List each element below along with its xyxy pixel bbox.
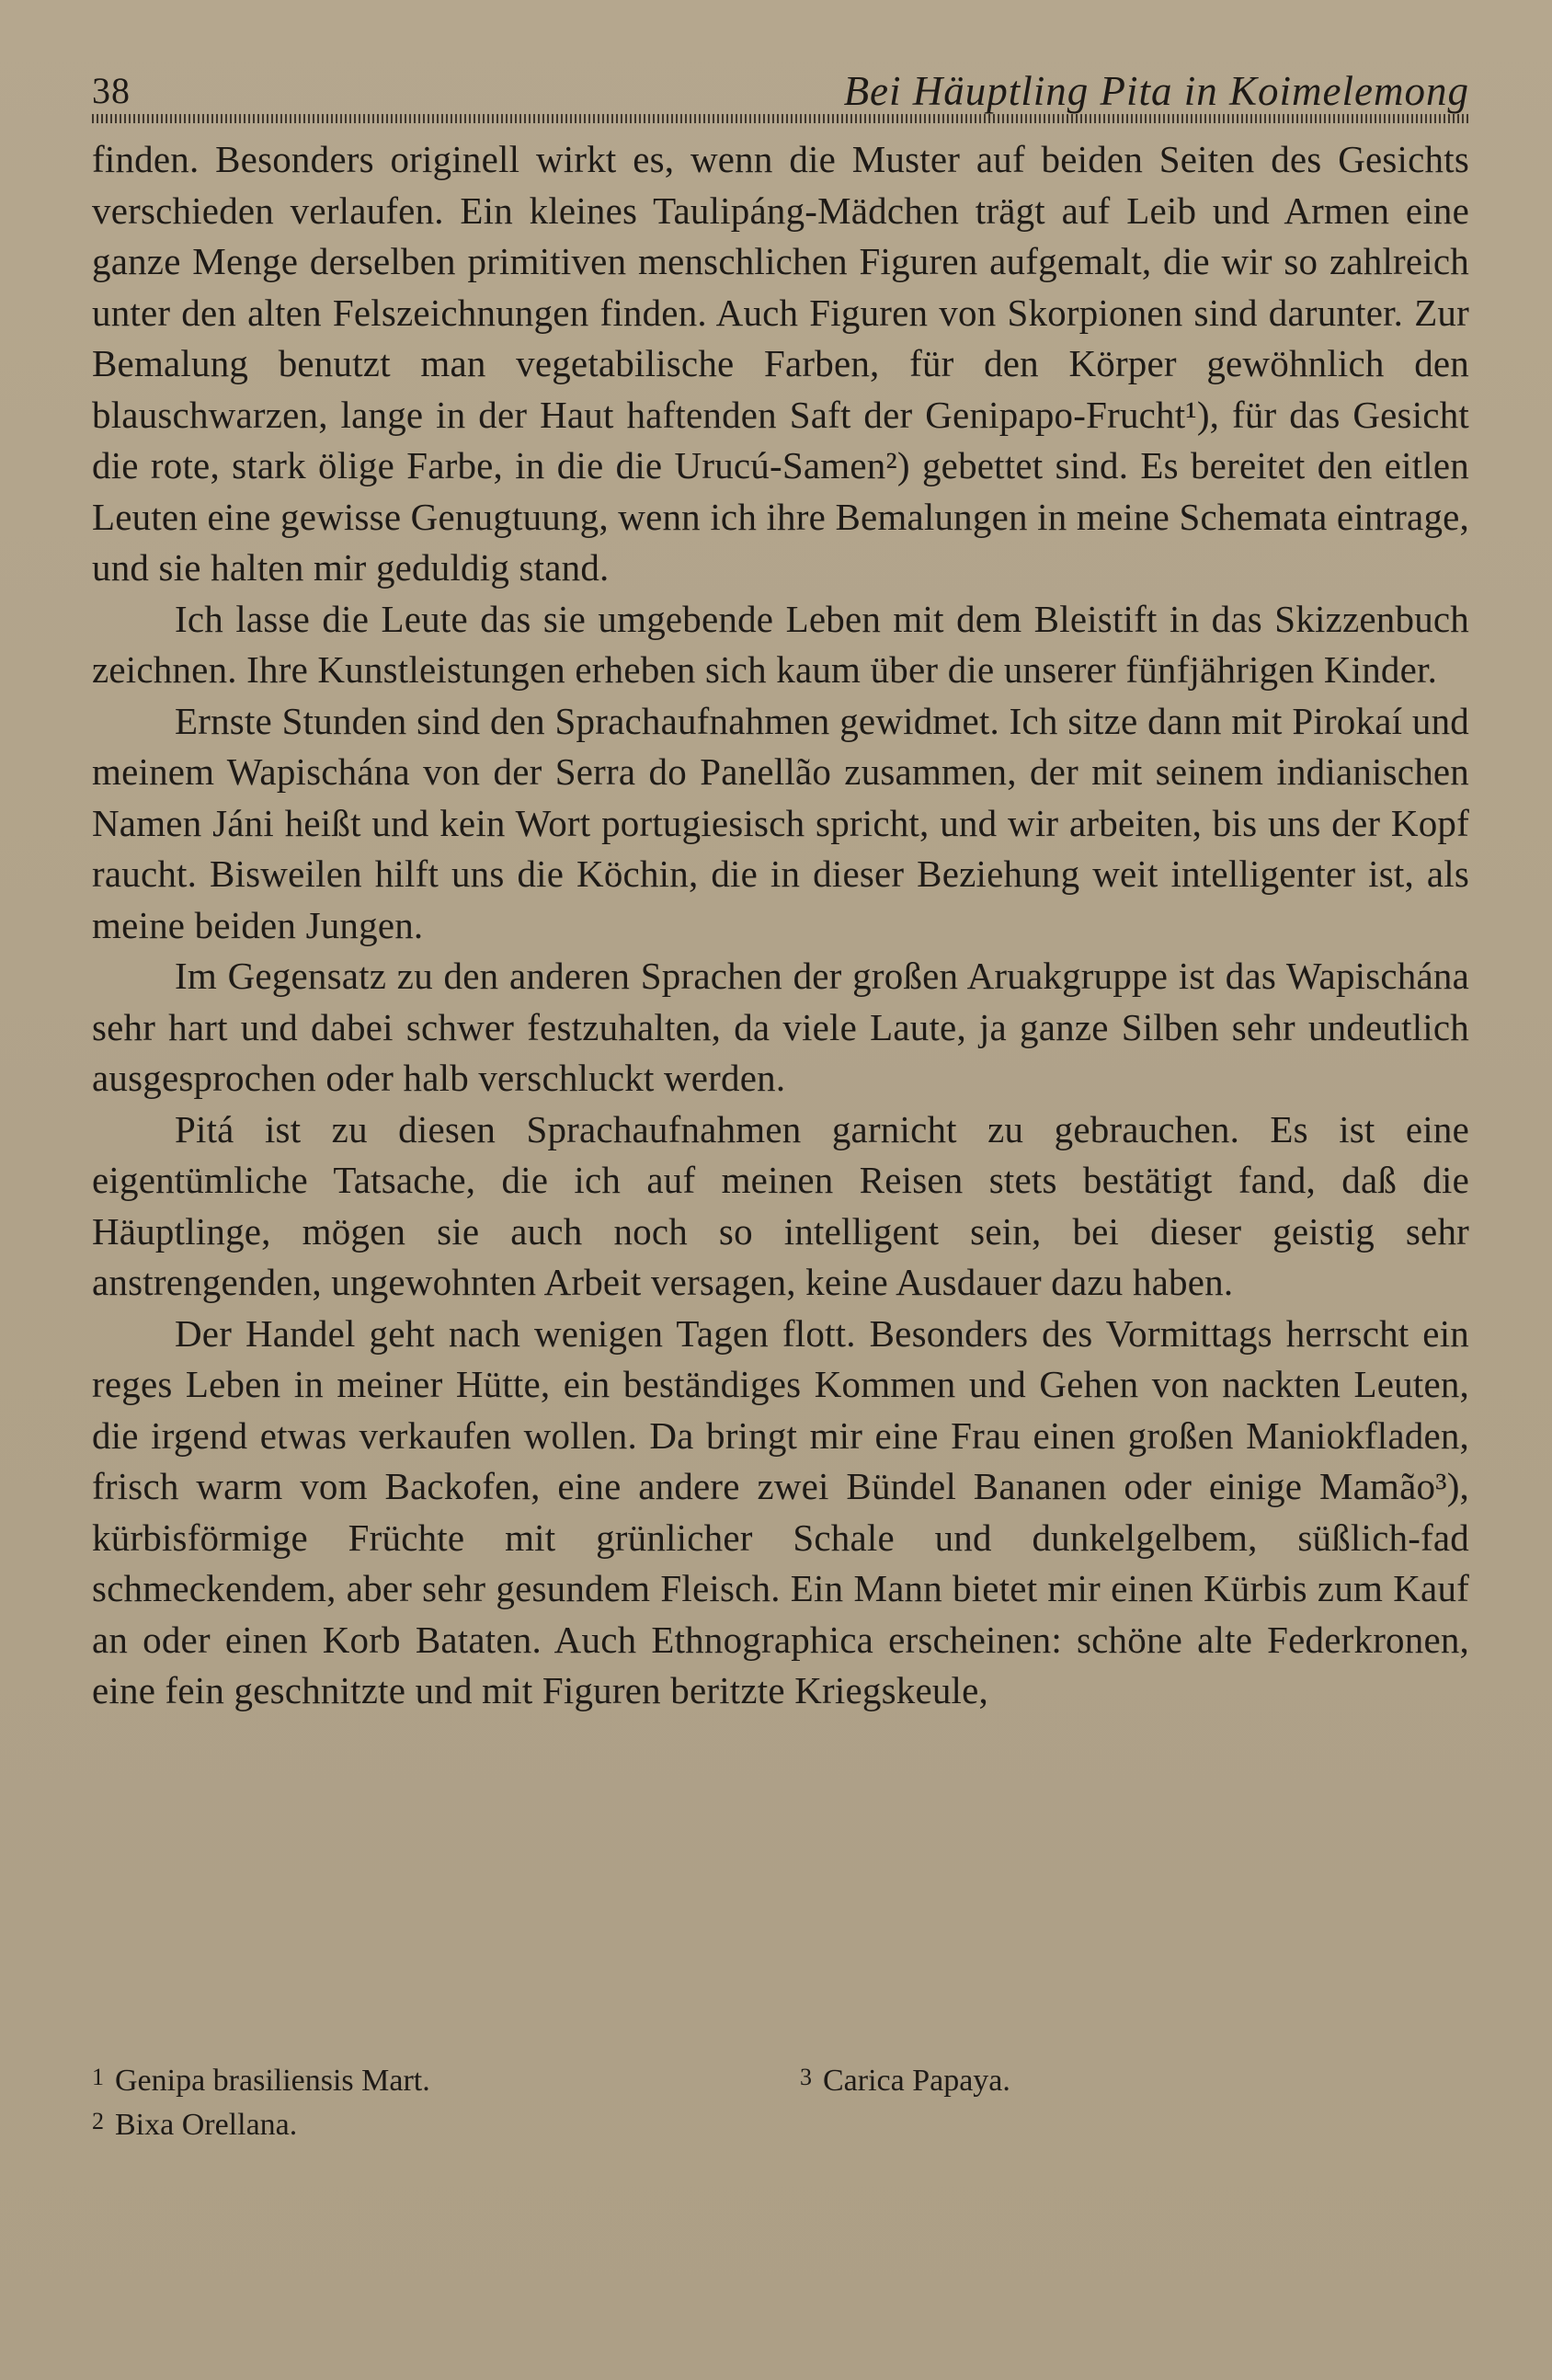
footnote: [800, 2055, 1010, 2103]
footnotes: [92, 2055, 1469, 2157]
paragraph: Ernste Stunden sind den Sprachaufnahmen gewidmet. Ich sitze dann mit Pirokaí und meinem Wapischána von der Serra do Panellão zusammen, der mit seinem indianischen Namen Jáni heißt und kein Wort portugiesisch spricht, und wir arbeiten, bis uns der Kopf raucht. Bisweilen hilft uns die Köchin, die in dieser Beziehung weit intelligenter ist, als meine beiden Jungen.: [92, 699, 1469, 946]
paragraph: Ich lasse die Leute das sie umgebende Leben mit dem Bleistift in das Skizzenbuch zeichnen. Ihre Kunstleistungen erheben sich kaum über die unserer fünfjährigen Kinder.: [92, 597, 1469, 691]
footnote-mark: 1: [92, 2064, 104, 2090]
footnote: [92, 2055, 430, 2103]
page-number: 38: [92, 70, 131, 111]
footnote-text: Carica Papaya.: [823, 2064, 1010, 2098]
footnote-text: Bixa Orellana.: [115, 2108, 298, 2142]
footnote: [92, 2100, 297, 2147]
footnote-mark: 2: [92, 2108, 104, 2134]
page-header: [92, 68, 1469, 114]
body-text: [92, 134, 1469, 1717]
paragraph: Im Gegensatz zu den anderen Sprachen der großen Aruakgruppe ist das Wapischána sehr hart und dabei schwer festzuhalten, da viele Laute, ja ganze Silben sehr undeutlich ausgesprochen oder halb verschluckt werden.: [92, 955, 1469, 1099]
footnote-mark: 3: [800, 2064, 812, 2090]
footnote-text: Genipa brasiliensis Mart.: [115, 2064, 430, 2098]
paragraph: Der Handel geht nach wenigen Tagen flott. Besonders des Vormittags herrscht ein reges Leben in meiner Hütte, ein beständiges Kommen und Gehen von nackten Leuten, die irgend etwas verkaufen wollen. Da bringt mir eine Frau einen großen Maniokfladen, frisch warm vom Backofen, eine andere zwei Bündel Bananen oder einige Mamão³), kürbisförmige Früchte mit grünlicher Schale und dunkelgelbem, süßlich-fad schmeckendem, aber sehr gesundem Fleisch. Ein Mann bietet mir einen Kürbis zum Kauf an oder einen Korb Bataten. Auch Ethnographica erscheinen: schöne alte Federkronen, eine fein geschnitzte und mit Figuren beritzte Kriegskeule,: [92, 1311, 1469, 1711]
running-head: Bei Häuptling Pita in Koimelemong: [843, 68, 1469, 114]
header-rule: [92, 114, 1469, 123]
paragraph: Pitá ist zu diesen Sprachaufnahmen garnicht zu gebrauchen. Es ist eine eigentümliche Tatsache, die ich auf meinen Reisen stets bestätigt fand, daß die Häuptlinge, mögen sie auch noch so intelligent sein, bei dieser geistig sehr anstrengenden, ungewohnten Arbeit versagen, keine Ausdauer dazu haben.: [92, 1107, 1469, 1303]
paragraph: finden. Besonders originell wirkt es, wenn die Muster auf beiden Seiten des Gesichts verschieden verlaufen. Ein kleines Taulipáng-Mädchen trägt auf Leib und Armen eine ganze Menge derselben primitiven menschlichen Figuren aufgemalt, die wir so zahlreich unter den alten Felszeichnungen finden. Auch Figuren von Skorpionen sind darunter. Zur Bemalung benutzt man vegetabilische Farben, für den Körper gewöhnlich den blauschwarzen, lange in der Haut haftenden Saft der Genipapo-Frucht¹), für das Gesicht die rote, stark ölige Farbe, in die die Urucú-Samen²) gebettet sind. Es bereitet den eitlen Leuten eine gewisse Genugtuung, wenn ich ihre Bemalungen in meine Schemata eintrage, und sie halten mir geduldig stand.: [92, 138, 1470, 589]
